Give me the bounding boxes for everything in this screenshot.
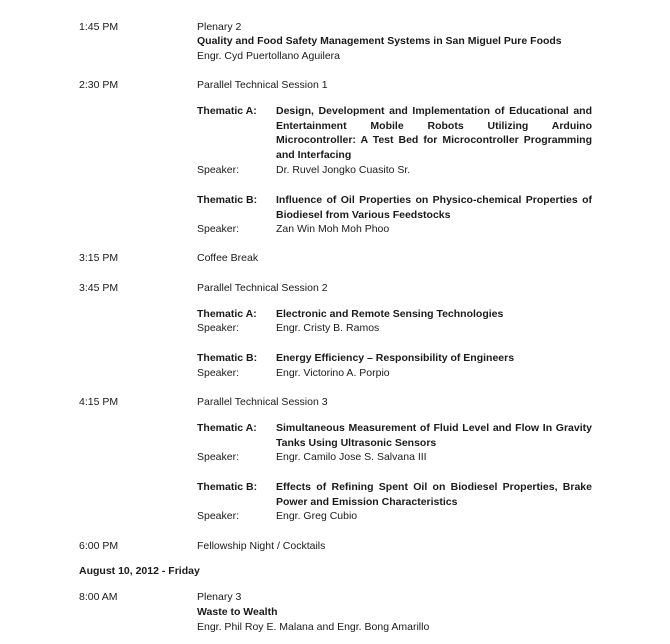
- time-2-30pm: 2:30 PM: [79, 79, 119, 91]
- pts3-b-title-line: Power and Emission Characteristics: [276, 495, 458, 508]
- pts3-thematic-a-title: [276, 421, 592, 450]
- pts1-thematic-b-title: [276, 193, 592, 222]
- pts3-thematic-b-label: Thematic B:: [197, 481, 258, 493]
- pts3-b-title-line: Effects of Refining Spent Oil on Biodiesel Properties, Brake: [276, 481, 592, 493]
- plenary-3-label: Plenary 3: [197, 591, 242, 603]
- pts3-a-speaker: Engr. Camilo Jose S. Salvana III: [276, 451, 427, 463]
- plenary-3-speaker: Engr. Phil Roy E. Malana and Engr. Bong Amarillo: [197, 621, 430, 633]
- fellowship-night: Fellowship Night / Cocktails: [197, 540, 326, 552]
- pts2-b-speaker: Engr. Victorino A. Porpio: [276, 367, 390, 379]
- day-heading: August 10, 2012 - Friday: [79, 565, 200, 577]
- pts1-b-speaker: Zan Win Moh Moh Phoo: [276, 223, 390, 235]
- pts1-label: Parallel Technical Session 1: [197, 79, 328, 91]
- pts3-thematic-a-label: Thematic A:: [197, 422, 257, 434]
- pts2-thematic-b-label: Thematic B:: [197, 352, 258, 364]
- pts2-a-speaker: Engr. Cristy B. Ramos: [276, 322, 380, 334]
- time-6-00pm: 6:00 PM: [79, 540, 119, 552]
- plenary-2-title: Quality and Food Safety Management Systems in San Miguel Pure Foods: [197, 35, 562, 47]
- pts3-b-speaker-label: Speaker:: [197, 510, 240, 522]
- pts3-a-title-line: Tanks Using Ultrasonic Sensors: [276, 436, 437, 449]
- pts3-a-speaker-label: Speaker:: [197, 451, 240, 463]
- pts2-b-speaker-label: Speaker:: [197, 367, 240, 379]
- time-3-15pm: 3:15 PM: [79, 252, 119, 264]
- pts2-label: Parallel Technical Session 2: [197, 282, 328, 294]
- pts1-b-title-line: Influence of Oil Properties on Physico-chemical Properties of: [276, 194, 592, 206]
- pts3-thematic-b-title: [276, 480, 592, 509]
- pts2-thematic-a-title: Electronic and Remote Sensing Technologies: [276, 308, 504, 320]
- plenary-3-title: Waste to Wealth: [197, 606, 278, 618]
- time-1-45pm: 1:45 PM: [79, 21, 119, 33]
- pts1-a-title-line: and Interfacing: [276, 148, 352, 161]
- pts1-a-title-line: Microcontroller: A Test Bed for Microcontroller Programming: [276, 134, 592, 146]
- pts1-a-speaker-label: Speaker:: [197, 164, 240, 176]
- time-3-45pm: 3:45 PM: [79, 282, 119, 294]
- pts3-b-speaker: Engr. Greg Cubio: [276, 510, 358, 522]
- pts1-thematic-b-label: Thematic B:: [197, 194, 258, 206]
- pts3-label: Parallel Technical Session 3: [197, 396, 328, 408]
- plenary-2-label: Plenary 2: [197, 21, 242, 33]
- pts2-thematic-b-title: Energy Efficiency – Responsibility of Engineers: [276, 352, 515, 364]
- pts1-a-title-line: Entertainment Mobile Robots Utilizing Arduino: [276, 119, 592, 132]
- pts2-a-speaker-label: Speaker:: [197, 322, 240, 334]
- time-8-00am: 8:00 AM: [79, 591, 118, 603]
- pts1-a-speaker: Dr. Ruvel Jongko Cuasito Sr.: [276, 164, 411, 176]
- plenary-2-speaker: Engr. Cyd Puertollano Aguilera: [197, 50, 341, 62]
- pts1-b-speaker-label: Speaker:: [197, 223, 240, 235]
- pts1-b-title-line: Biodiesel from Various Feedstocks: [276, 208, 451, 221]
- pts1-a-title-line: Design, Development and Implementation of Educational and: [276, 105, 592, 117]
- time-4-15pm: 4:15 PM: [79, 396, 119, 408]
- pts1-thematic-a-title: [276, 104, 592, 162]
- pts3-a-title-line: Simultaneous Measurement of Fluid Level and Flow In Gravity: [276, 422, 592, 434]
- pts2-thematic-a-label: Thematic A:: [197, 308, 257, 320]
- coffee-break: Coffee Break: [197, 252, 259, 264]
- pts1-thematic-a-label: Thematic A:: [197, 105, 257, 117]
